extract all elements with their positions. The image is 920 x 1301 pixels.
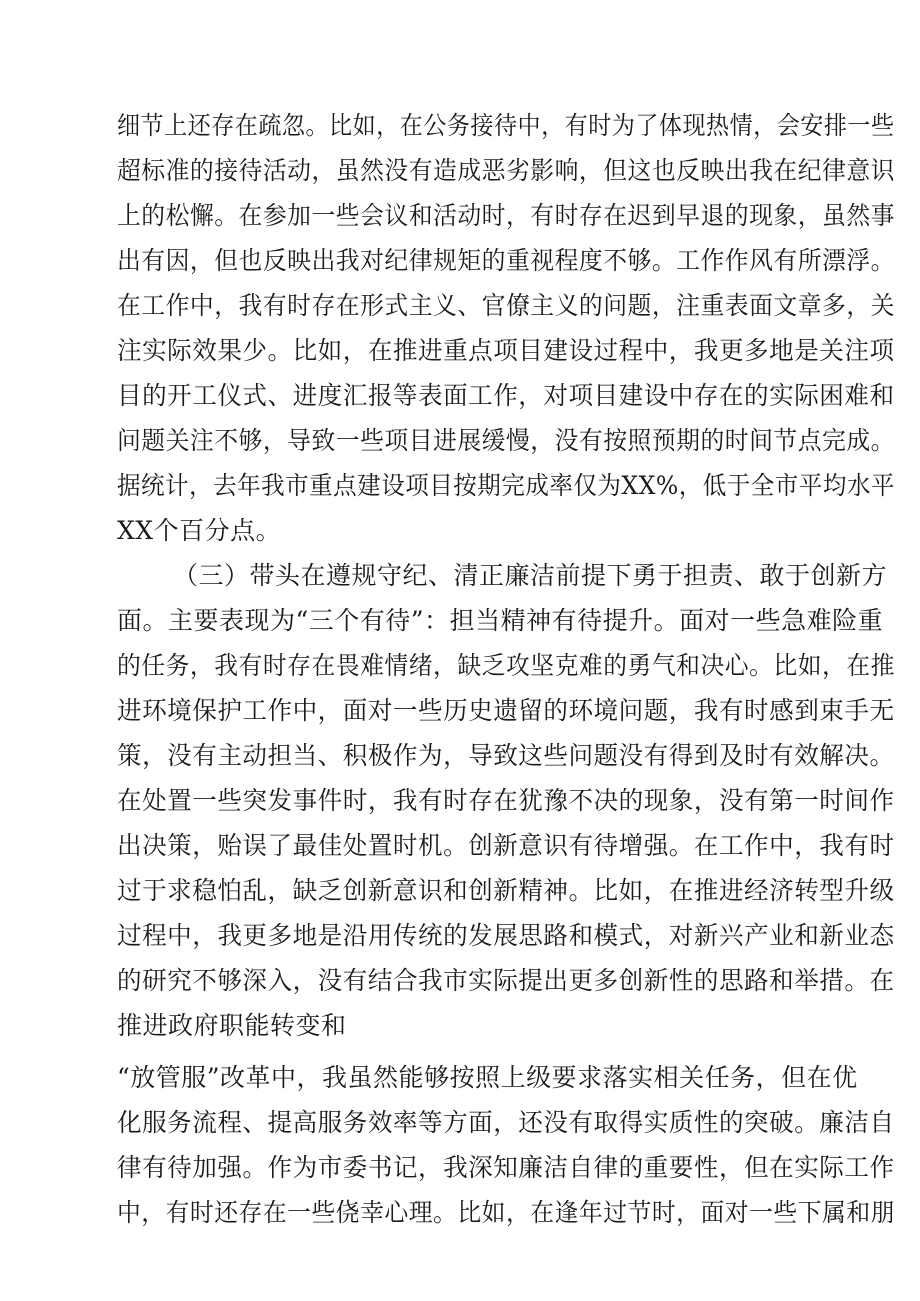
text-line: 目的开工仪式、进度汇报等表面工作，对项目建设中存在的实际困难和 xyxy=(117,381,895,410)
text-line: “放管服”改革中，我虽然能够按照上级要求落实相关任务，但在优 xyxy=(117,1063,858,1092)
text-line: 化服务流程、提高服务效率等方面，还没有取得实质性的突破。廉洁自 xyxy=(117,1108,895,1137)
text-line: 注实际效果少。比如，在推进重点项目建设过程中，我更多地是关注项 xyxy=(117,336,895,365)
text-line: 的研究不够深入，没有结合我市实际提出更多创新性的思路和举措。在 xyxy=(117,966,895,995)
text-line: 在工作中，我有时存在形式主义、官僚主义的问题，注重表面文章多，关 xyxy=(117,291,895,320)
text-line: 过程中，我更多地是沿用传统的发展思路和模式，对新兴产业和新业态 xyxy=(117,921,895,950)
text-line: 据统计，去年我市重点建设项目按期完成率仅为XX%，低于全市平均水平 xyxy=(117,471,895,500)
text-line: 中，有时还存在一些侥幸心理。比如，在逢年过节时，面对一些下属和朋 xyxy=(117,1198,895,1227)
text-line: 过于求稳怕乱，缺乏创新意识和创新精神。比如，在推进经济转型升级 xyxy=(117,876,895,905)
text-line: 出决策，贻误了最佳处置时机。创新意识有待增强。在工作中，我有时 xyxy=(117,831,895,860)
text-line: 面。主要表现为“三个有待”：担当精神有待提升。面对一些急难险重 xyxy=(117,606,884,635)
text-line: 推进政府职能转变和 xyxy=(117,1011,347,1040)
text-line: 出有因，但也反映出我对纪律规矩的重视程度不够。工作作风有所漂浮。 xyxy=(117,246,895,275)
text-line: XX个百分点。 xyxy=(117,516,282,545)
text-line: 进环境保护工作中，面对一些历史遗留的环境问题，我有时感到束手无 xyxy=(117,696,895,725)
text-line: 的任务，我有时存在畏难情绪，缺乏攻坚克难的勇气和决心。比如，在推 xyxy=(117,651,895,680)
section-heading-line: （三）带头在遵规守纪、清正廉洁前提下勇于担责、敢于创新方 xyxy=(173,561,888,590)
text-line: 策，没有主动担当、积极作为，导致这些问题没有得到及时有效解决。 xyxy=(117,741,895,770)
text-line: 在处置一些突发事件时，我有时存在犹豫不决的现象，没有第一时间作 xyxy=(117,786,895,815)
text-line: 细节上还存在疏忽。比如，在公务接待中，有时为了体现热情，会安排一些 xyxy=(117,111,895,140)
text-line: 上的松懈。在参加一些会议和活动时，有时存在迟到早退的现象，虽然事 xyxy=(117,201,895,230)
text-line: 超标准的接待活动，虽然没有造成恶劣影响，但这也反映出我在纪律意识 xyxy=(117,156,895,185)
text-line: 问题关注不够，导致一些项目进展缓慢，没有按照预期的时间节点完成。 xyxy=(117,426,895,455)
text-line: 律有待加强。作为市委书记，我深知廉洁自律的重要性，但在实际工作 xyxy=(117,1153,895,1182)
